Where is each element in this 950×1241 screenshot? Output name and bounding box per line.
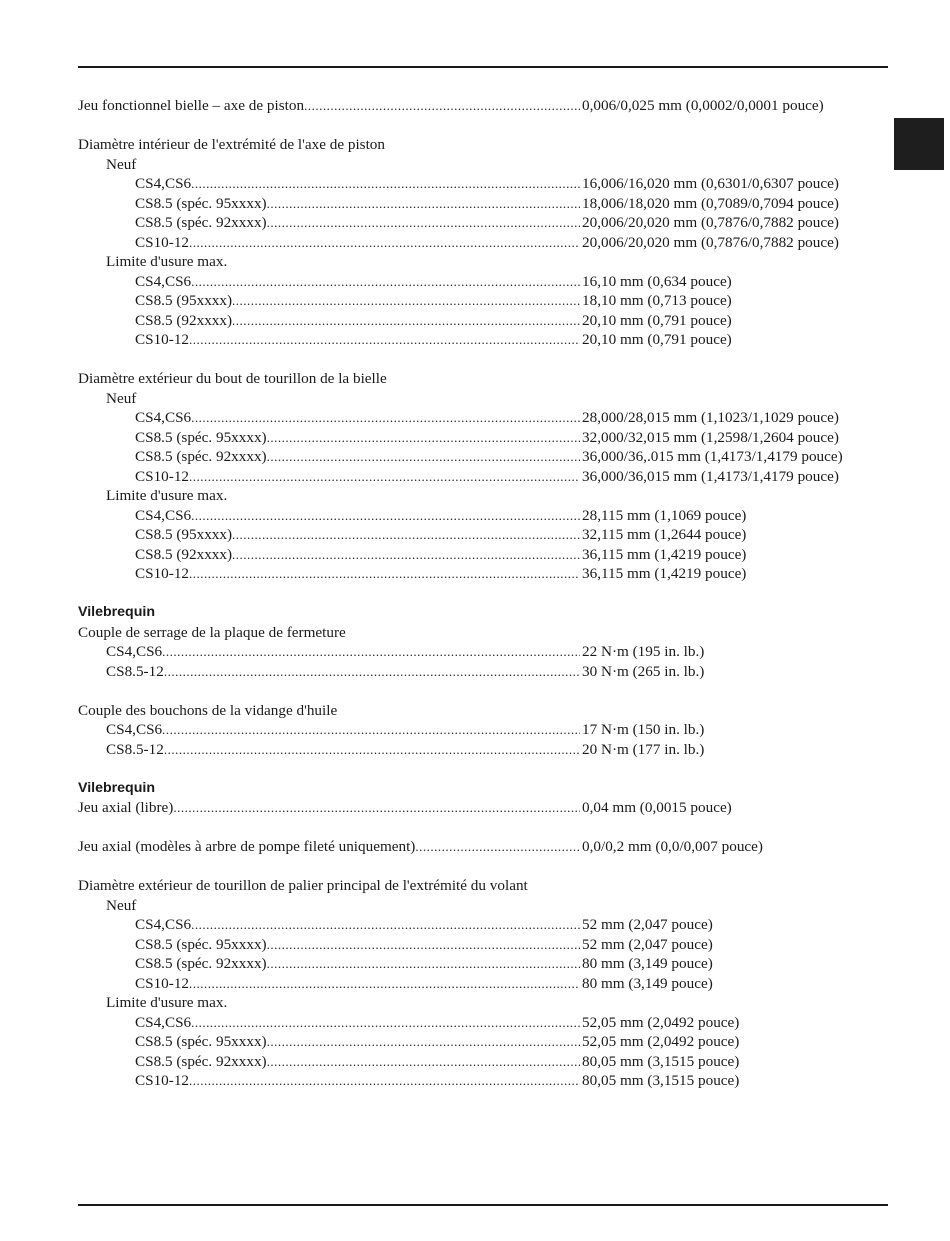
spec-label: CS4,CS6 xyxy=(106,643,163,660)
leader-dots xyxy=(173,798,580,818)
spec-label: CS4,CS6 xyxy=(135,1013,192,1031)
leader-dots xyxy=(189,233,580,253)
spec-group-label: Limite d'usure max. xyxy=(106,253,228,270)
leader-dots xyxy=(189,974,580,994)
spec-row xyxy=(78,740,888,760)
spec-row xyxy=(78,935,888,955)
spec-label: CS4,CS6 xyxy=(135,409,192,426)
spec-label: CS10-12 xyxy=(135,1072,190,1089)
spec-label: CS8.5 (spéc. 92xxxx) xyxy=(135,1052,267,1070)
spec-row xyxy=(78,428,888,448)
spec-row xyxy=(78,408,888,428)
row-spacer xyxy=(78,857,888,877)
spec-value: 52,05 mm (2,0492 pouce) xyxy=(582,1033,740,1050)
spec-label: CS4,CS6 xyxy=(106,721,163,738)
spec-row xyxy=(78,467,888,487)
spec-label: Jeu fonctionnel bielle – axe de piston xyxy=(78,97,305,114)
spec-row xyxy=(78,837,888,857)
leader-dots xyxy=(191,174,580,194)
leader-dots xyxy=(267,194,580,214)
spec-label: CS8.5 (spéc. 95xxxx) xyxy=(135,935,267,953)
section-tab xyxy=(894,118,944,170)
spec-value: 20,006/20,020 mm (0,7876/0,7882 pouce) xyxy=(582,214,839,231)
leader-dots xyxy=(267,954,580,974)
spec-row xyxy=(78,291,888,311)
spec-row xyxy=(78,798,888,818)
spec-value: 28,115 mm (1,1069 pouce) xyxy=(582,506,747,524)
leader-dots xyxy=(189,330,580,350)
footer-rule xyxy=(78,1204,888,1206)
spec-label: CS10-12 xyxy=(135,467,190,485)
spec-value: 20 N·m (177 in. lb.) xyxy=(582,740,705,758)
spec-value: 20,10 mm (0,791 pouce) xyxy=(582,311,732,329)
spec-value: 20,006/20,020 mm (0,7876/0,7882 pouce) xyxy=(582,233,839,251)
spec-value: 32,115 mm (1,2644 pouce) xyxy=(582,526,747,543)
spec-row xyxy=(78,564,888,584)
spec-row xyxy=(78,213,888,233)
spec-value: 32,000/32,015 mm (1,2598/1,2604 pouce) xyxy=(582,428,839,446)
spec-value: 28,000/28,015 mm (1,1023/1,1029 pouce) xyxy=(582,409,839,426)
row-spacer xyxy=(78,818,888,838)
spec-row xyxy=(78,545,888,565)
row-spacer xyxy=(78,584,888,604)
spec-group-label: Diamètre extérieur du bout de tourillon de la bielle xyxy=(78,370,387,387)
leader-dots xyxy=(232,311,580,331)
spec-row xyxy=(78,720,888,740)
spec-label: Jeu axial (libre) xyxy=(78,799,174,816)
leader-dots xyxy=(189,1071,580,1091)
leader-dots xyxy=(189,467,580,487)
spec-value: 16,10 mm (0,634 pouce) xyxy=(582,272,732,290)
spec-value: 36,000/36,.015 mm (1,4173/1,4179 pouce) xyxy=(582,448,843,465)
spec-group-label: Neuf xyxy=(106,896,137,914)
leader-dots xyxy=(162,642,580,662)
leader-dots xyxy=(267,213,580,233)
spec-value: 80,05 mm (3,1515 pouce) xyxy=(582,1052,740,1070)
leader-dots xyxy=(164,662,580,682)
spec-row xyxy=(78,662,888,682)
spec-row xyxy=(78,974,888,994)
leader-dots xyxy=(191,408,580,428)
spec-group-label: Limite d'usure max. xyxy=(106,487,228,504)
spec-label: CS4,CS6 xyxy=(135,272,192,290)
row-spacer xyxy=(78,759,888,779)
row-spacer xyxy=(78,116,888,136)
leader-dots xyxy=(162,720,580,740)
leader-dots xyxy=(267,428,580,448)
spec-label: CS8.5 (95xxxx) xyxy=(135,292,233,309)
spec-group-label: Couple de serrage de la plaque de fermeture xyxy=(78,623,346,641)
spec-group-label: Diamètre extérieur de tourillon de palier principal de l'extrémité du volant xyxy=(78,877,528,894)
spec-label: CS8.5 (spéc. 92xxxx) xyxy=(135,448,267,465)
leader-dots xyxy=(267,1052,580,1072)
leader-dots xyxy=(191,506,580,526)
spec-value: 17 N·m (150 in. lb.) xyxy=(582,721,705,738)
spec-value: 80 mm (3,149 pouce) xyxy=(582,955,713,972)
spec-row xyxy=(78,174,888,194)
spec-value: 16,006/16,020 mm (0,6301/0,6307 pouce) xyxy=(582,175,839,192)
row-spacer xyxy=(78,350,888,370)
spec-group-label: Diamètre intérieur de l'extrémité de l'axe de piston xyxy=(78,136,385,153)
leader-dots xyxy=(267,1032,580,1052)
spec-label: CS10-12 xyxy=(135,974,190,992)
spec-row xyxy=(78,194,888,214)
leader-dots xyxy=(164,740,580,760)
spec-label: CS8.5-12 xyxy=(106,740,164,758)
leader-dots xyxy=(191,272,580,292)
spec-label: CS8.5 (spéc. 95xxxx) xyxy=(135,428,267,446)
spec-row xyxy=(78,1052,888,1072)
leader-dots xyxy=(267,447,580,467)
spec-value: 36,115 mm (1,4219 pouce) xyxy=(582,565,747,582)
spec-value: 18,10 mm (0,713 pouce) xyxy=(582,292,732,309)
spec-value: 36,115 mm (1,4219 pouce) xyxy=(582,545,747,563)
spec-group-label: Neuf xyxy=(106,155,137,173)
spec-label: CS10-12 xyxy=(135,565,190,582)
section-heading: Vilebrequin xyxy=(78,604,155,620)
spec-label: CS8.5 (spéc. 92xxxx) xyxy=(135,214,267,231)
spec-label: CS8.5 (92xxxx) xyxy=(135,545,233,563)
spec-row xyxy=(78,1032,888,1052)
spec-value: 20,10 mm (0,791 pouce) xyxy=(582,331,732,348)
spec-label: CS4,CS6 xyxy=(135,175,192,192)
spec-row xyxy=(78,272,888,292)
spec-value: 36,000/36,015 mm (1,4173/1,4179 pouce) xyxy=(582,467,839,485)
leader-dots xyxy=(191,1013,580,1033)
spec-row xyxy=(78,525,888,545)
spec-value: 80 mm (3,149 pouce) xyxy=(582,974,713,992)
spec-list xyxy=(78,96,888,1091)
section-heading: Vilebrequin xyxy=(78,779,155,796)
spec-label: CS8.5-12 xyxy=(106,662,164,680)
spec-value: 52,05 mm (2,0492 pouce) xyxy=(582,1013,740,1031)
spec-row xyxy=(78,1013,888,1033)
spec-label: CS10-12 xyxy=(135,331,190,348)
leader-dots xyxy=(191,915,580,935)
leader-dots xyxy=(189,564,580,584)
spec-value: 52 mm (2,047 pouce) xyxy=(582,916,713,933)
spec-value: 52 mm (2,047 pouce) xyxy=(582,935,713,953)
spec-row xyxy=(78,1071,888,1091)
spec-row xyxy=(78,233,888,253)
leader-dots xyxy=(232,545,580,565)
spec-group-label: Neuf xyxy=(106,389,137,407)
spec-value: 0,006/0,025 mm (0,0002/0,0001 pouce) xyxy=(582,97,824,114)
spec-row xyxy=(78,96,888,116)
leader-dots xyxy=(232,291,580,311)
leader-dots xyxy=(304,96,580,116)
leader-dots xyxy=(232,525,580,545)
spec-label: CS8.5 (spéc. 92xxxx) xyxy=(135,955,267,972)
spec-row xyxy=(78,642,888,662)
spec-group-label: Limite d'usure max. xyxy=(106,994,228,1011)
spec-value: 80,05 mm (3,1515 pouce) xyxy=(582,1072,740,1089)
spec-label: CS4,CS6 xyxy=(135,506,192,524)
spec-row xyxy=(78,447,888,467)
spec-row xyxy=(78,311,888,331)
spec-label: CS8.5 (92xxxx) xyxy=(135,311,233,329)
spec-label: CS8.5 (spéc. 95xxxx) xyxy=(135,1033,267,1050)
spec-row xyxy=(78,915,888,935)
spec-label: CS4,CS6 xyxy=(135,916,192,933)
spec-row xyxy=(78,954,888,974)
spec-label: CS8.5 (95xxxx) xyxy=(135,526,233,543)
spec-row xyxy=(78,506,888,526)
spec-value: 18,006/18,020 mm (0,7089/0,7094 pouce) xyxy=(582,194,839,212)
row-spacer xyxy=(78,681,888,701)
spec-value: 22 N·m (195 in. lb.) xyxy=(582,643,705,660)
spec-label: CS8.5 (spéc. 95xxxx) xyxy=(135,194,267,212)
leader-dots xyxy=(415,837,580,857)
spec-value: 0,0/0,2 mm (0,0/0,007 pouce) xyxy=(582,838,763,855)
spec-label: Jeu axial (modèles à arbre de pompe fileté uniquement) xyxy=(78,838,416,855)
leader-dots xyxy=(267,935,580,955)
spec-row xyxy=(78,330,888,350)
spec-label: CS10-12 xyxy=(135,233,190,251)
spec-group-label: Couple des bouchons de la vidange d'huile xyxy=(78,701,338,719)
header-rule xyxy=(78,66,888,68)
spec-value: 0,04 mm (0,0015 pouce) xyxy=(582,799,732,816)
spec-value: 30 N·m (265 in. lb.) xyxy=(582,662,705,680)
